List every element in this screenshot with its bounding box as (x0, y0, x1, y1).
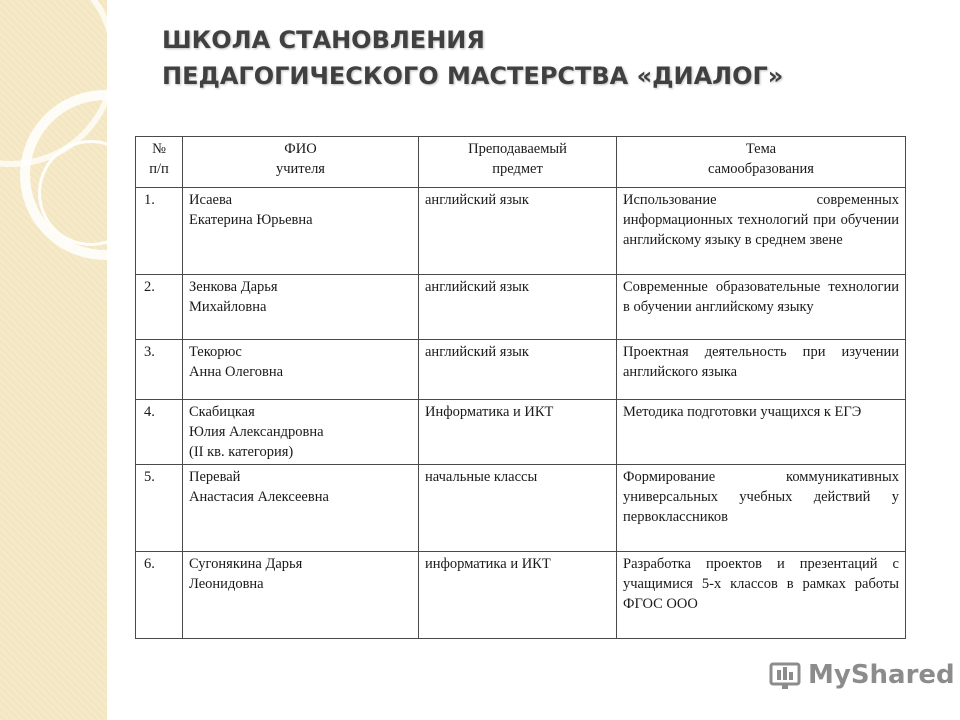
header-name: ФИО учителя (183, 137, 419, 188)
myshared-watermark[interactable] (768, 655, 955, 695)
row-num: 5. (136, 465, 183, 552)
teacher-theme: Современные образовательные технологии в обучении английскому языку (617, 275, 906, 340)
teacher-subject: английский язык (419, 340, 617, 400)
table-row (136, 465, 906, 552)
teacher-name: Исаева Екатерина Юрьевна (183, 188, 419, 275)
table-row (136, 275, 906, 340)
teacher-subject: начальные классы (419, 465, 617, 552)
table-row (136, 552, 906, 639)
row-num: 4. (136, 400, 183, 465)
header-subject: Преподаваемый предмет (419, 137, 617, 188)
teacher-name: Зенкова Дарья Михайловна (183, 275, 419, 340)
row-num: 2. (136, 275, 183, 340)
teacher-theme: Использование современных информационных технологий при обучении английскому языку в среднем звене (617, 188, 906, 275)
teacher-subject: Информатика и ИКТ (419, 400, 617, 465)
teacher-theme: Методика подготовки учащихся к ЕГЭ (617, 400, 906, 465)
teacher-theme: Проектная деятельность при изучении английского языка (617, 340, 906, 400)
teacher-name: Сугонякина Дарья Леонидовна (183, 552, 419, 639)
table-row (136, 340, 906, 400)
slide-title (162, 22, 783, 94)
row-num: 3. (136, 340, 183, 400)
table-header-row (136, 137, 906, 188)
row-num: 1. (136, 188, 183, 275)
teacher-theme: Разработка проектов и презентаций с учащимися 5-х классов в рамках работы ФГОС ООО (617, 552, 906, 639)
teacher-subject: английский язык (419, 188, 617, 275)
header-num: № п/п (136, 137, 183, 188)
teachers-table (135, 136, 906, 639)
table-row (136, 188, 906, 275)
teacher-theme: Формирование коммуникативных универсальных учебных действий у первоклассников (617, 465, 906, 552)
teacher-subject: информатика и ИКТ (419, 552, 617, 639)
row-num: 6. (136, 552, 183, 639)
watermark-text: MyShared (808, 660, 955, 690)
teacher-subject: английский язык (419, 275, 617, 340)
teacher-name: Перевай Анастасия Алексеевна (183, 465, 419, 552)
header-theme: Тема самообразования (617, 137, 906, 188)
table-row (136, 400, 906, 465)
teacher-name: Скабицкая Юлия Александровна (II кв. категория) (183, 400, 419, 465)
slide-title-line1: ШКОЛА СТАНОВЛЕНИЯ (162, 26, 485, 54)
teacher-name: Текорюс Анна Олеговна (183, 340, 419, 400)
slide-title-line2: ПЕДАГОГИЧЕСКОГО МАСТЕРСТВА «ДИАЛОГ» (162, 62, 784, 90)
teachers-table-container (135, 136, 905, 639)
myshared-logo-icon (768, 658, 802, 692)
decorative-side-band (0, 0, 107, 720)
